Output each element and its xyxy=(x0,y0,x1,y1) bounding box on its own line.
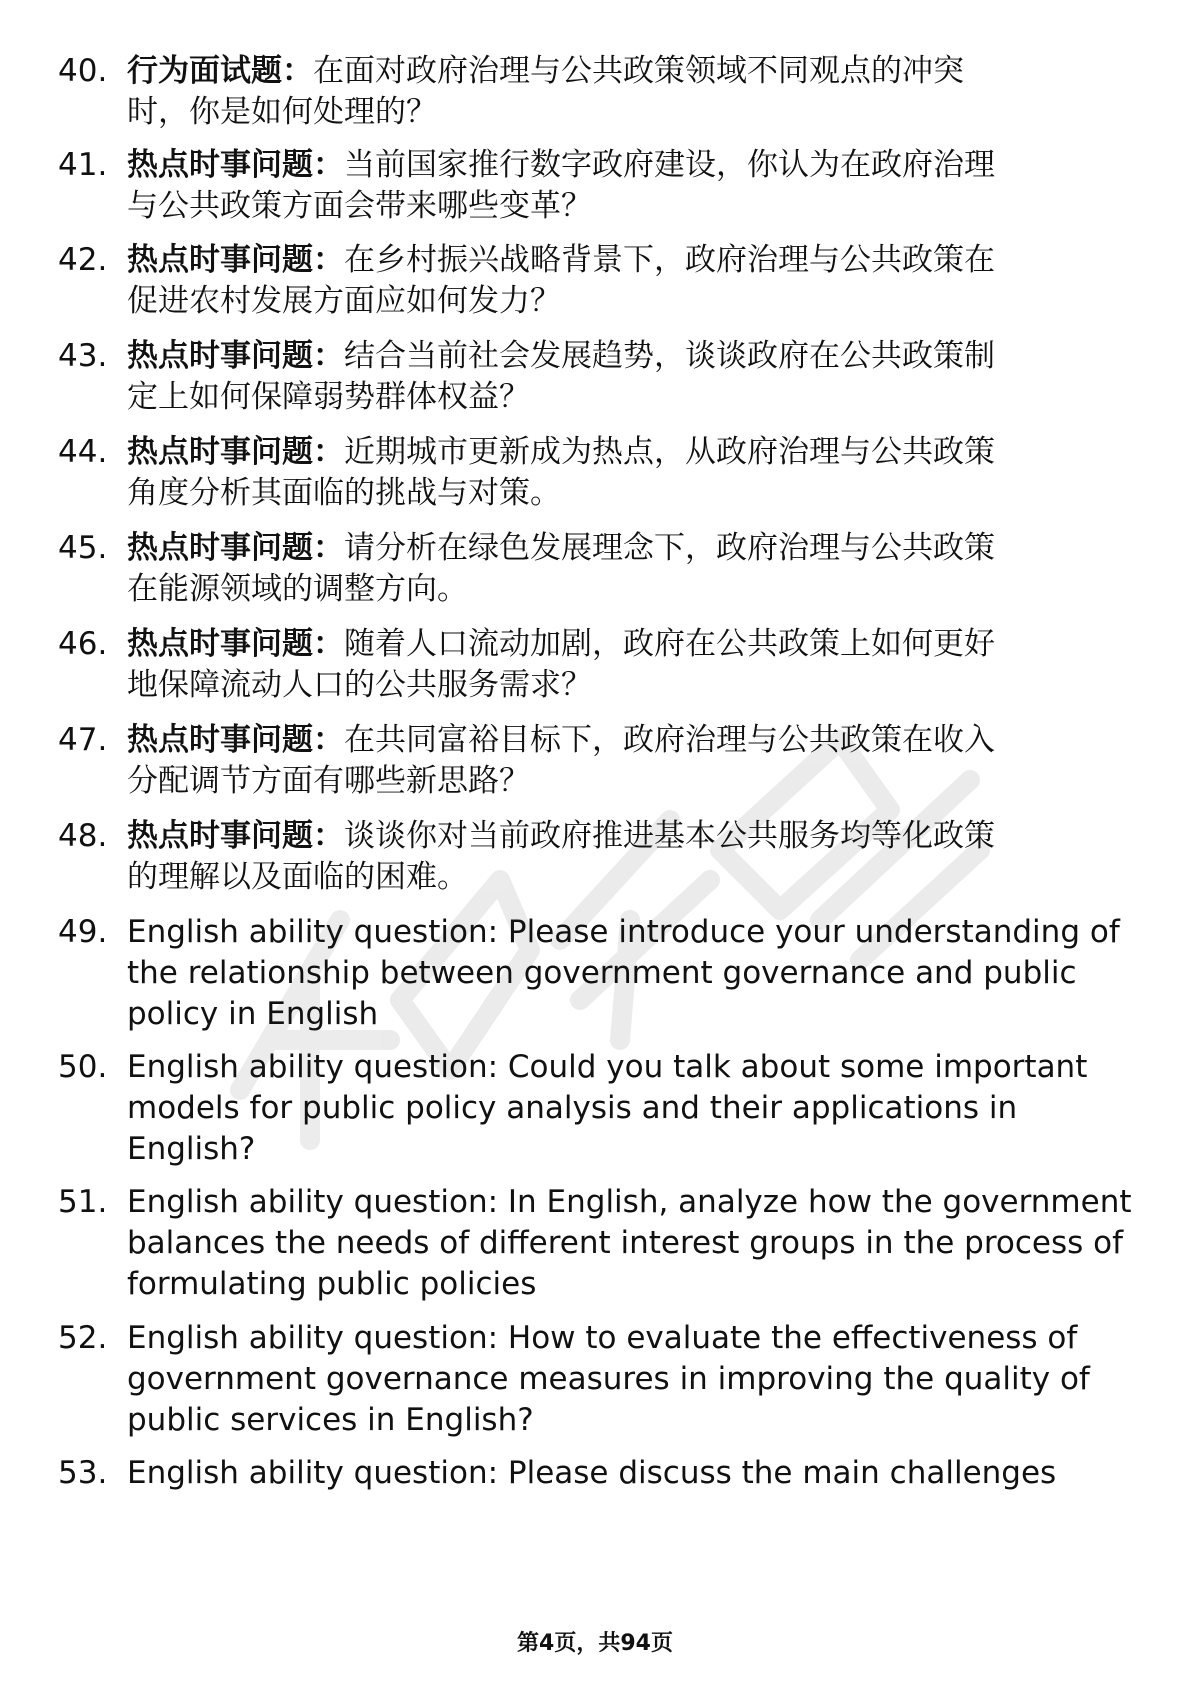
question-line: 促进农村发展方面应如何发力？ xyxy=(127,283,561,319)
question-category: 热点时事问题： xyxy=(127,626,344,662)
question-text xyxy=(127,816,1167,898)
question-text xyxy=(127,912,1167,1035)
question-line xyxy=(127,145,1167,186)
question-text xyxy=(127,145,1167,227)
question-line: 定上如何保障弱势群体权益？ xyxy=(127,379,530,415)
question-text xyxy=(127,720,1167,802)
question-number: 41. xyxy=(58,147,108,183)
question-category: 热点时事问题： xyxy=(127,147,344,183)
question-category: 行为面试题： xyxy=(127,53,313,89)
question-text xyxy=(127,1047,1167,1170)
question-text xyxy=(127,528,1167,610)
question-number: 40. xyxy=(58,53,108,89)
question-line: the relationship between government governance and public xyxy=(127,955,1077,991)
question-line-text: 当前国家推行数字政府建设，你认为在政府治理 xyxy=(344,147,995,183)
question-text xyxy=(127,624,1167,706)
question-number: 45. xyxy=(58,530,108,566)
question-text xyxy=(127,1318,1167,1441)
question-line-text: 近期城市更新成为热点，从政府治理与公共政策 xyxy=(344,434,995,470)
question-line xyxy=(127,240,1167,281)
question-number: 49. xyxy=(58,914,108,950)
question-number: 50. xyxy=(58,1049,108,1085)
question-line: English ability question: Please introduce your understanding of xyxy=(127,914,1120,950)
question-number: 53. xyxy=(58,1455,108,1491)
question-line: policy in English xyxy=(127,996,379,1032)
question-line xyxy=(127,336,1167,377)
question-line: 与公共政策方面会带来哪些变革？ xyxy=(127,188,592,224)
question-line: English ability question: Please discuss the main challenges xyxy=(127,1455,1057,1491)
question-line-text: 请分析在绿色发展理念下，政府治理与公共政策 xyxy=(344,530,995,566)
question-line: 角度分析其面临的挑战与对策。 xyxy=(127,475,561,511)
question-text xyxy=(127,240,1167,322)
question-line xyxy=(127,432,1167,473)
question-number: 47. xyxy=(58,722,108,758)
question-line: balances the needs of different interest groups in the process of xyxy=(127,1225,1124,1261)
question-number: 44. xyxy=(58,434,108,470)
question-line-text: 在共同富裕目标下，政府治理与公共政策在收入 xyxy=(344,722,995,758)
question-category: 热点时事问题： xyxy=(127,338,344,374)
question-number: 46. xyxy=(58,626,108,662)
question-line: English ability question: How to evaluate the effectiveness of xyxy=(127,1320,1078,1356)
question-line: 时，你是如何处理的？ xyxy=(127,94,437,130)
question-line: 地保障流动人口的公共服务需求？ xyxy=(127,667,592,703)
page-footer: 第4页，共94页 xyxy=(517,1631,673,1656)
question-line xyxy=(127,624,1167,665)
question-number: 48. xyxy=(58,818,108,854)
question-line: models for public policy analysis and their applications in xyxy=(127,1090,1018,1126)
question-line: 在能源领域的调整方向。 xyxy=(127,571,468,607)
question-line: 分配调节方面有哪些新思路？ xyxy=(127,763,530,799)
question-line xyxy=(127,51,1167,92)
question-line xyxy=(127,720,1167,761)
question-line-text: 在乡村振兴战略背景下，政府治理与公共政策在 xyxy=(344,242,995,278)
question-line: English? xyxy=(127,1131,256,1167)
question-category: 热点时事问题： xyxy=(127,242,344,278)
question-line-text: 谈谈你对当前政府推进基本公共服务均等化政策 xyxy=(344,818,995,854)
question-number: 52. xyxy=(58,1320,108,1356)
question-text xyxy=(127,432,1167,514)
question-line: government governance measures in improving the quality of xyxy=(127,1361,1090,1397)
question-line: English ability question: In English, analyze how the government xyxy=(127,1184,1132,1220)
question-line-text: 结合当前社会发展趋势，谈谈政府在公共政策制 xyxy=(344,338,995,374)
question-line: formulating public policies xyxy=(127,1266,537,1302)
question-line-text: 在面对政府治理与公共政策领域不同观点的冲突 xyxy=(313,53,964,89)
question-line: English ability question: Could you talk about some important xyxy=(127,1049,1088,1085)
question-text xyxy=(127,51,1167,133)
question-category: 热点时事问题： xyxy=(127,722,344,758)
question-line-text: 随着人口流动加剧，政府在公共政策上如何更好 xyxy=(344,626,995,662)
question-number: 51. xyxy=(58,1184,108,1220)
question-line xyxy=(127,528,1167,569)
question-line xyxy=(127,816,1167,857)
question-text xyxy=(127,1453,1167,1494)
question-text xyxy=(127,1182,1167,1305)
question-category: 热点时事问题： xyxy=(127,530,344,566)
question-number: 43. xyxy=(58,338,108,374)
question-category: 热点时事问题： xyxy=(127,434,344,470)
question-category: 热点时事问题： xyxy=(127,818,344,854)
question-text xyxy=(127,336,1167,418)
question-number: 42. xyxy=(58,242,108,278)
question-line: public services in English? xyxy=(127,1402,534,1438)
question-line: 的理解以及面临的困难。 xyxy=(127,859,468,895)
